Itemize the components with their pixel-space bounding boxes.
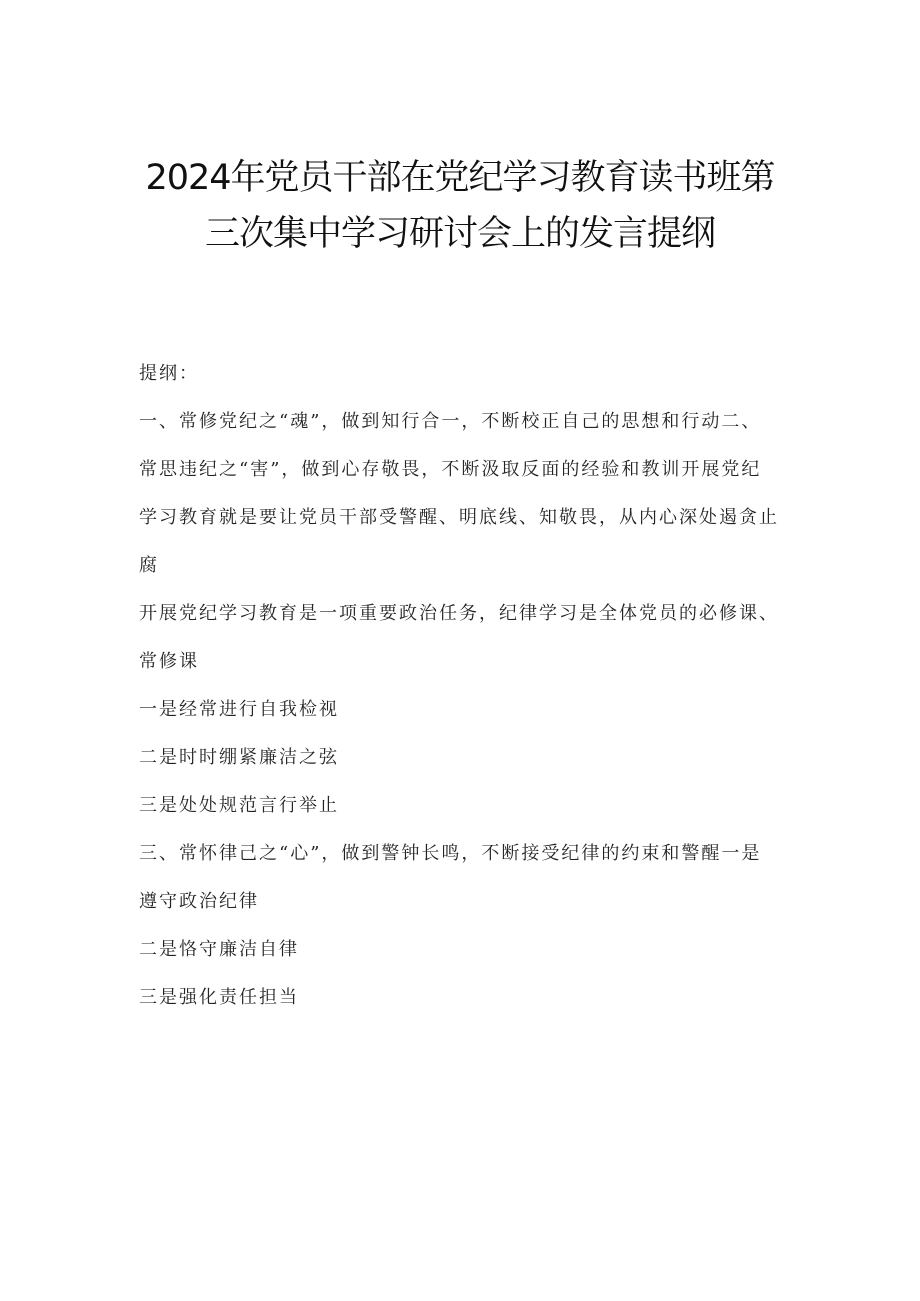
body-line: 常思违纪之“害”，做到心存敬畏，不断汲取反面的经验和教训开展党纪 bbox=[139, 459, 762, 480]
body-line: 学习教育就是要让党员干部受警醒、明底线、知敬畏，从内心深处遏贪止 bbox=[139, 507, 779, 528]
body-line: 三是处处规范言行举止 bbox=[139, 795, 339, 816]
body-line: 一、常修党纪之“魂”，做到知行合一，不断校正自己的思想和行动二、 bbox=[139, 411, 762, 432]
body-line: 开展党纪学习教育是一项重要政治任务，纪律学习是全体党员的必修课、 bbox=[139, 603, 779, 624]
document-title bbox=[60, 150, 860, 262]
document-body bbox=[139, 350, 789, 1022]
body-line: 提纲： bbox=[139, 363, 199, 384]
body-line: 常修课 bbox=[139, 651, 199, 672]
body-line: 三是强化责任担当 bbox=[139, 987, 299, 1008]
body-line: 遵守政治纪律 bbox=[139, 891, 259, 912]
body-line: 二是恪守廉洁自律 bbox=[139, 939, 299, 960]
body-line: 三、常怀律己之“心”，做到警钟长鸣，不断接受纪律的约束和警醒一是 bbox=[139, 843, 762, 864]
title-line-2: 三次集中学习研讨会上的发言提纲 bbox=[204, 214, 715, 254]
body-line: 二是时时绷紧廉洁之弦 bbox=[139, 747, 339, 768]
title-line-1: 2024年党员干部在党纪学习教育读书班第 bbox=[145, 158, 775, 198]
body-line: 一是经常进行自我检视 bbox=[139, 699, 339, 720]
body-line: 腐 bbox=[139, 555, 159, 576]
